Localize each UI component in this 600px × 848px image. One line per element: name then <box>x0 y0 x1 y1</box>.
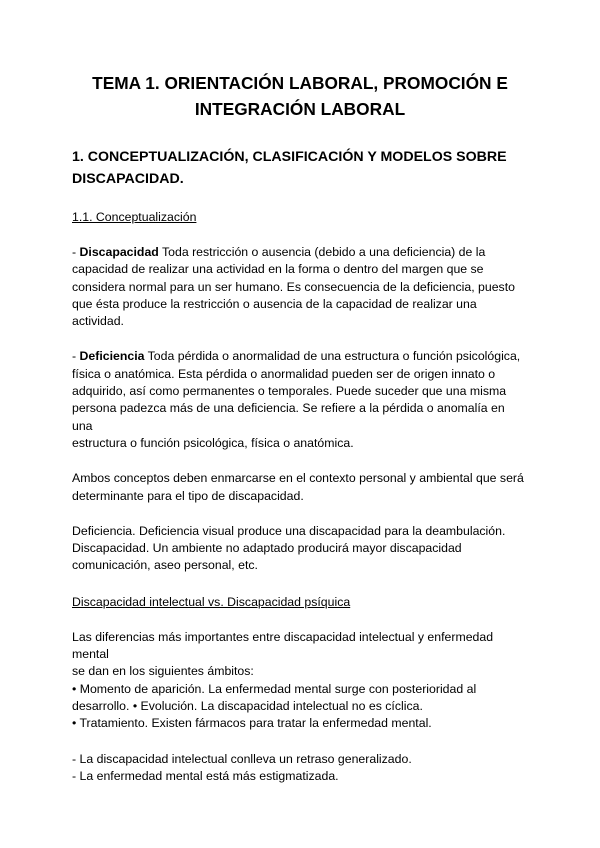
paragraph-diferencias <box>72 629 528 733</box>
paragraph-ejemplo <box>72 523 528 575</box>
term-deficiencia: Deficiencia <box>79 349 145 364</box>
list-item: - La discapacidad intelectual conlleva un retraso generalizado. <box>72 751 412 766</box>
section-title-line-2: DISCAPACIDAD. <box>72 171 184 187</box>
paragraph-line: Discapacidad. Un ambiente no adaptado producirá mayor discapacidad <box>72 541 462 556</box>
paragraph-deficiencia <box>72 348 528 452</box>
paragraph-line: Toda pérdida o anormalidad de una estructura o función psicológica, <box>144 349 521 364</box>
bullet-line: • Momento de aparición. La enfermedad mental surge con posterioridad al <box>72 681 477 696</box>
section-title <box>72 146 528 190</box>
paragraph-line: se dan en los siguientes ámbitos: <box>72 664 254 679</box>
paragraph-line: Ambos conceptos deben enmarcarse en el contexto personal y ambiental que será <box>72 471 524 486</box>
paragraph-line: capacidad de realizar una actividad en la forma o dentro del margen que se <box>72 262 484 277</box>
paragraph-line: que ésta produce la restricción o ausencia de la capacidad de realizar una actividad. <box>72 296 477 329</box>
term-discapacidad: Discapacidad <box>79 245 159 259</box>
paragraph-line: Toda restricción o ausencia (debido a una deficiencia) de la <box>158 245 486 259</box>
title-line-2: INTEGRACIÓN LABORAL <box>194 99 406 119</box>
paragraph-line: persona padezca más de una deficiencia. Se refiere a la pérdida o anomalía en una <box>72 401 505 433</box>
list-item: - La enfermedad mental está más estigmatizada. <box>72 768 339 783</box>
paragraph-line: comunicación, aseo personal, etc. <box>72 558 258 573</box>
section-title-line-1: 1. CONCEPTUALIZACIÓN, CLASIFICACIÓN Y MODELOS SOBRE <box>72 149 507 165</box>
paragraph-line: estructura o función psicológica, física o anatómica. <box>72 435 354 450</box>
document-title <box>72 70 528 122</box>
subsection-heading-conceptualizacion: 1.1. Conceptualización <box>72 210 197 224</box>
paragraph-line: adquirido, así como permanentes o temporales. Puede suceder que una misma <box>72 384 507 399</box>
paragraph-line: Deficiencia. Deficiencia visual produce una discapacidad para la deambulación. <box>72 523 506 538</box>
paragraph-conclusiones <box>72 751 528 786</box>
paragraph-ambos-conceptos <box>72 470 528 505</box>
list-dash: - <box>72 349 80 364</box>
title-line-1: TEMA 1. ORIENTACIÓN LABORAL, PROMOCIÓN E <box>92 73 508 93</box>
paragraph-line: física o anatómica. Esta pérdida o anormalidad pueden ser de origen innato o <box>72 366 496 381</box>
paragraph-line: Las diferencias más importantes entre discapacidad intelectual y enfermedad mental <box>72 629 494 662</box>
bullet-line: • Tratamiento. Existen fármacos para tratar la enfermedad mental. <box>72 716 432 731</box>
paragraph-line: determinante para el tipo de discapacidad. <box>72 488 304 503</box>
list-dash: - <box>72 245 80 259</box>
subsection-heading-intelectual-vs-psiquica: Discapacidad intelectual vs. Discapacidad psíquica <box>72 594 351 609</box>
bullet-line: desarrollo. • Evolución. La discapacidad intelectual no es cíclica. <box>72 698 423 713</box>
paragraph-discapacidad <box>72 244 528 330</box>
paragraph-line: considera normal para un ser humano. Es consecuencia de la deficiencia, puesto <box>72 279 515 294</box>
